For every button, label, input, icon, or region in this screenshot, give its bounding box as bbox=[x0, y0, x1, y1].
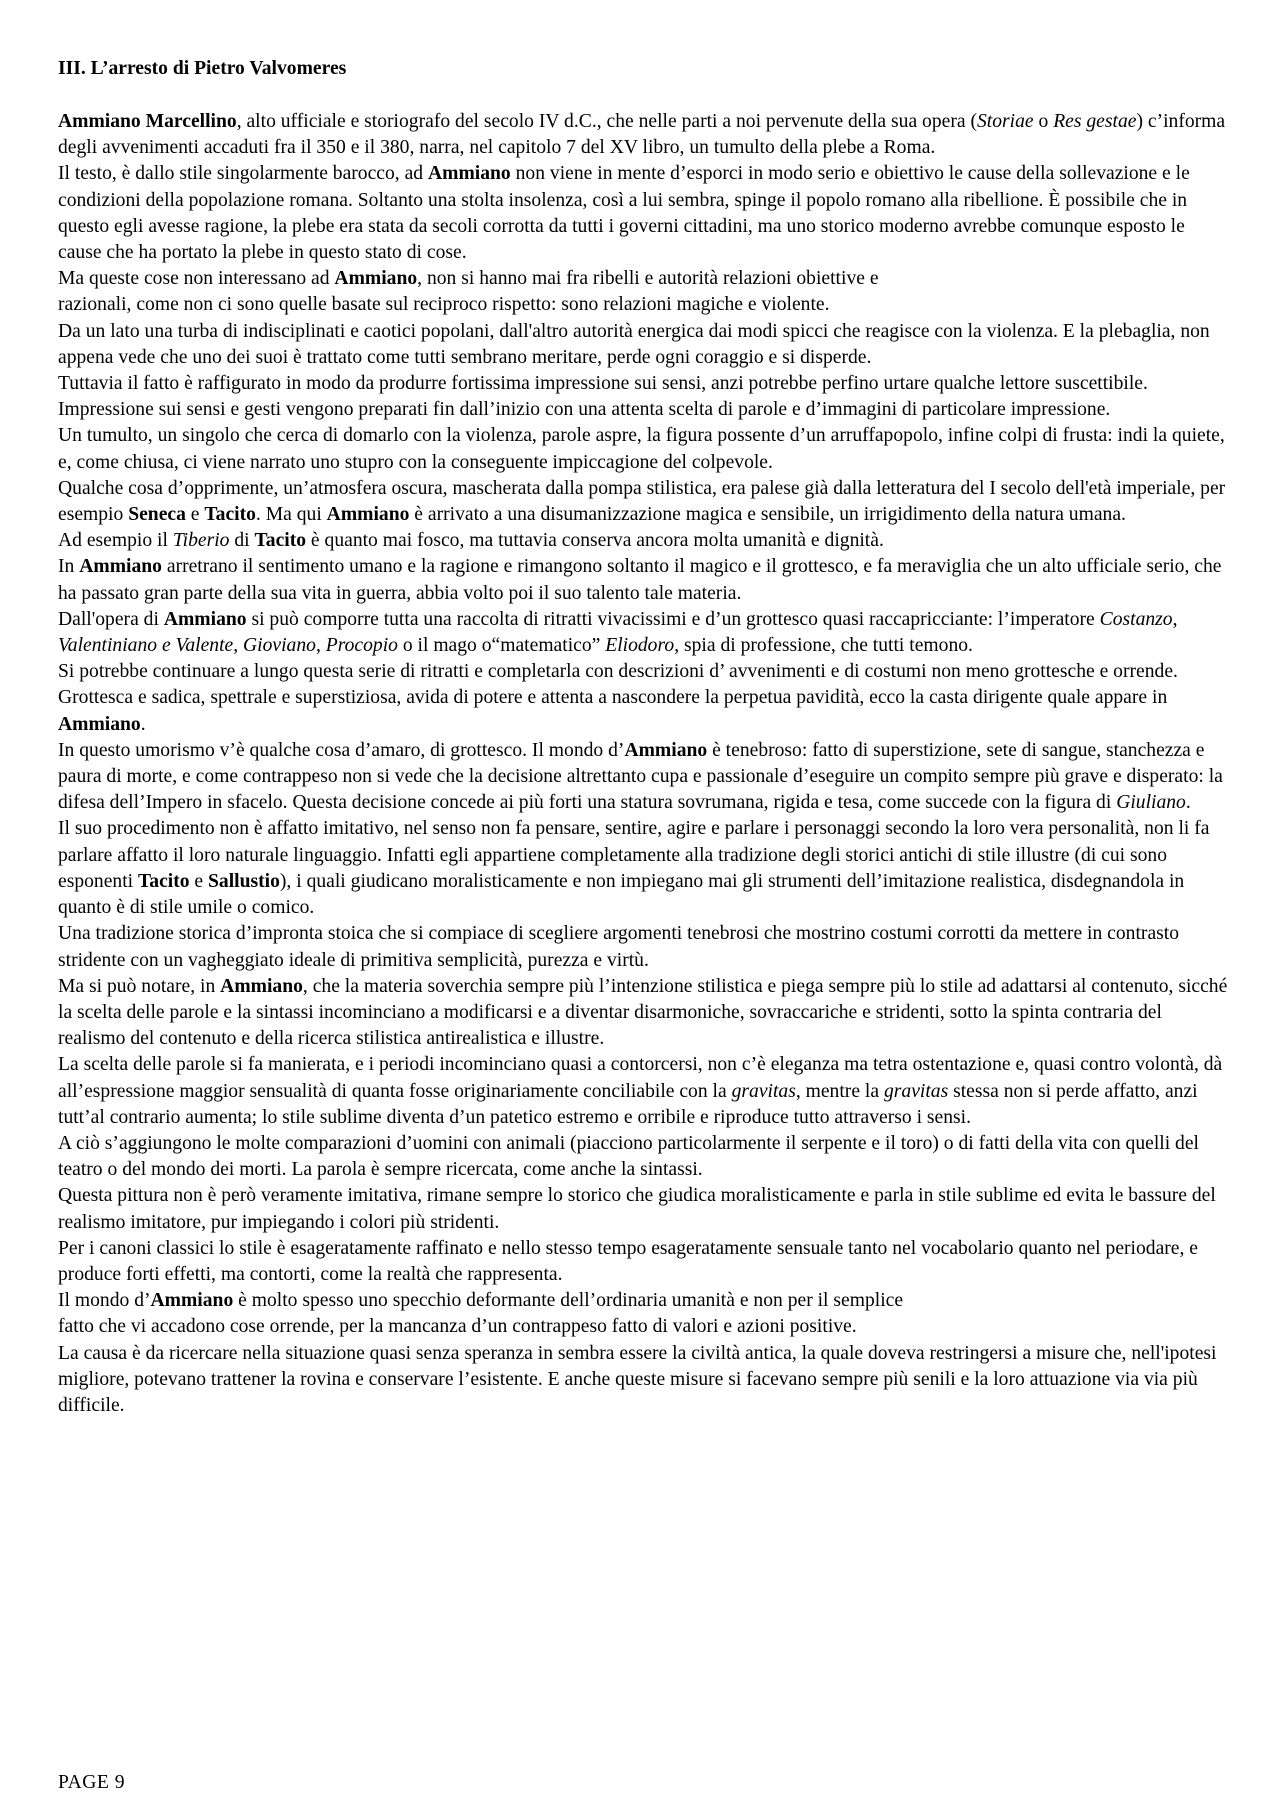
italic-text: Res gestae bbox=[1053, 111, 1137, 132]
paragraph-text: ), i quali giudicano moralisticamente e non impiegano mai gli strumenti dell’imitazione realistica, disdegnandola in quanto è di stile umile o comico. bbox=[58, 870, 1185, 919]
paragraph bbox=[58, 319, 1230, 371]
paragraph-text: . bbox=[1185, 792, 1191, 814]
bold-text: Tacito bbox=[254, 530, 307, 552]
paragraph-text: si può comporre tutta una raccolta di ritratti vivacissimi e d’un grottesco quasi raccapricciante: l’imperatore bbox=[246, 608, 1100, 630]
section-heading: III. L’arresto di Pietro Valvomeres bbox=[58, 58, 347, 79]
paragraph-text: o bbox=[1033, 111, 1054, 132]
bold-text: Ammiano bbox=[428, 163, 511, 185]
italic-text: Costanzo bbox=[1099, 608, 1173, 630]
paragraph bbox=[58, 371, 1230, 397]
italic-text: Tiberio bbox=[172, 530, 230, 552]
paragraph-text: stessa non si perde affatto, anzi tutt’al contrario aumenta; lo stile sublime diventa d’un patetico estremo e orribile e riproduce tutto attraverso i sensi. bbox=[58, 1080, 1198, 1128]
paragraph-text: o il mago o“matematico” bbox=[397, 635, 606, 657]
paragraph-text: di bbox=[229, 530, 255, 552]
paragraph-text: In questo umorismo v’è qualche cosa d’amaro, di grottesco. Il mondo d’ bbox=[58, 739, 625, 761]
paragraph-text: . Ma qui bbox=[255, 504, 327, 526]
bold-text: Ammiano bbox=[624, 739, 708, 761]
bold-text: Seneca bbox=[128, 504, 186, 526]
paragraph-text: fatto che vi accadono cose orrende, per la mancanza d’un contrappeso fatto di valori e azioni positive. bbox=[58, 1316, 857, 1338]
italic-text: gravitas bbox=[883, 1080, 949, 1102]
paragraph bbox=[58, 1131, 1230, 1183]
bold-text: Tacito bbox=[204, 504, 256, 526]
paragraph-text: Qualche cosa d’opprimente, un’atmosfera oscura, mascherata dalla pompa stilistica, era palese già dalla letteratura del I secolo dell'età imperiale, per esempio bbox=[58, 477, 1226, 526]
paragraph bbox=[58, 161, 1230, 266]
paragraph-text: Un tumulto, un singolo che cerca di domarlo con la violenza, parole aspre, la figura possente d’un arruffapopolo, infine colpi di frusta: indi la quiete, e, come chiusa, ci viene narrato uno stupro con la conseguente impiccagione del colpevole. bbox=[58, 425, 1225, 473]
italic-text: Storiae bbox=[976, 111, 1034, 132]
italic-text: Procopio bbox=[325, 635, 398, 657]
paragraph bbox=[58, 974, 1230, 1053]
paragraph bbox=[58, 554, 1230, 606]
paragraph-text: razionali, come non ci sono quelle basate sul reciproco rispetto: sono relazioni magiche e violente. bbox=[58, 294, 830, 316]
paragraph-text: In bbox=[58, 556, 80, 578]
paragraph-text: Dall'opera di bbox=[58, 608, 164, 630]
paragraph-text: , non si hanno mai fra ribelli e autorità relazioni obiettive e bbox=[417, 268, 879, 290]
italic-text: gravitas bbox=[731, 1080, 796, 1102]
paragraph-text: Grottesca e sadica, spettrale e superstiziosa, avida di potere e attenta a nascondere la perpetua pavidità, ecco la casta dirigente quale appare in bbox=[58, 687, 1168, 709]
paragraph-text: è molto spesso uno specchio deformante dell’ordinaria umanità e non per il semplice bbox=[233, 1290, 904, 1312]
body-text bbox=[58, 109, 1230, 1419]
bold-text: Ammiano bbox=[220, 975, 303, 997]
page-number-footer: PAGE 9 bbox=[58, 1772, 126, 1793]
bold-text: Ammiano bbox=[58, 713, 141, 735]
paragraph-text: , bbox=[1172, 608, 1178, 630]
paragraph-text: e bbox=[189, 870, 209, 892]
italic-text: Valentiniano e Valente bbox=[58, 635, 234, 657]
paragraph-text: A ciò s’aggiungono le molte comparazioni d’uomini con animali (piacciono particolarmente il serpente e il toro) o di fatti della vita con quelli del teatro o del mondo dei morti. La parola è sempre ricercata, come anche la sintassi. bbox=[58, 1132, 1199, 1181]
paragraph-text: non viene in mente d’esporci in modo serio e obiettivo le cause della sollevazione e le condizioni della popolazione romana. Soltanto una stolta insolenza, così a lui sembra, spinge il popolo romano alla ribellione. È possibile che in questo egli avesse ragione, la plebe era stata da secoli corrotta da tutti i governi cittadini, ma uno storico moderno avrebbe comunque esposto le cause che ha portato la plebe in questo stato di cose. bbox=[58, 163, 1190, 264]
paragraph-text: Da un lato una turba di indisciplinati e caotici popolani, dall'altro autorità energica dai modi spicci che reagisce con la violenza. E la plebaglia, non appena vede che uno dei suoi è trattato come tutti sembrano meritare, perde ogni coraggio e si disperde. bbox=[58, 320, 1210, 368]
paragraph-text: Ma si può notare, in bbox=[58, 975, 221, 997]
paragraph-text: Il testo, è dallo stile singolarmente barocco, ad bbox=[58, 163, 428, 185]
bold-text: Ammiano bbox=[79, 556, 162, 578]
paragraph bbox=[58, 423, 1230, 475]
paragraph-text: . bbox=[140, 713, 146, 735]
paragraph bbox=[58, 607, 1230, 659]
bold-text: Ammiano bbox=[163, 608, 247, 630]
paragraph bbox=[58, 397, 1230, 423]
paragraph bbox=[58, 292, 1230, 318]
paragraph bbox=[58, 659, 1230, 685]
paragraph-text: , spia di professione, che tutti temono. bbox=[674, 635, 973, 657]
bold-text: Tacito bbox=[138, 870, 190, 892]
paragraph bbox=[58, 109, 1230, 161]
paragraph bbox=[58, 1288, 1230, 1314]
paragraph bbox=[58, 528, 1230, 554]
paragraph-text: Una tradizione storica d’impronta stoica che si compiace di scegliere argomenti tenebrosi che mostrino costumi corrotti da mettere in contrasto stridente con un vagheggiato ideale di primitiva semplicità, purezza e virtù. bbox=[58, 923, 1180, 971]
bold-text: Sallustio bbox=[208, 870, 280, 892]
paragraph-text: Ma queste cose non interessano ad bbox=[58, 268, 335, 290]
paragraph-text: , bbox=[233, 635, 244, 657]
paragraph bbox=[58, 1236, 1230, 1288]
paragraph bbox=[58, 1314, 1230, 1340]
bold-text: Ammiano bbox=[326, 504, 410, 526]
paragraph bbox=[58, 1052, 1230, 1131]
paragraph bbox=[58, 738, 1230, 817]
bold-text: Ammiano Marcellino bbox=[58, 111, 237, 132]
paragraph-text: La scelta delle parole si fa manierata, e i periodi incominciano quasi a contorcersi, non c’è eleganza ma tetra ostentazione e, quasi contro volontà, dà all’espressione maggior sensualità di quanta fosse originariamente conciliabile con la bbox=[58, 1054, 1223, 1102]
italic-text: Eliodoro bbox=[605, 635, 675, 657]
bold-text: Ammiano bbox=[150, 1290, 234, 1312]
paragraph-text: Ad esempio il bbox=[58, 530, 173, 552]
paragraph-text: , bbox=[315, 635, 326, 657]
paragraph bbox=[58, 476, 1230, 528]
paragraph-text: è quanto mai fosco, ma tuttavia conserva ancora molta umanità e dignità. bbox=[306, 530, 884, 552]
paragraph bbox=[58, 1341, 1230, 1420]
paragraph-text: Si potrebbe continuare a lungo questa serie di ritratti e completarla con descrizioni d’ avvenimenti e di costumi non meno grottesche e orrende. bbox=[58, 661, 1178, 683]
paragraph-text: , alto ufficiale e storiografo del secolo IV d.C., che nelle parti a noi pervenute della sua opera ( bbox=[236, 111, 977, 132]
paragraph-text: Il mondo d’ bbox=[58, 1290, 151, 1312]
bold-text: Ammiano bbox=[334, 268, 418, 290]
paragraph-text: , che la materia soverchia sempre più l’intenzione stilistica e piega sempre più lo stile ad adattarsi al contenuto, sicché la scelta delle parole e la sintassi incominciano a modificarsi e a diventar disarmoniche, sovraccariche e stridenti, sotto la spinta contraria del realismo del contenuto e della ricerca stilistica antirealistica e illustre. bbox=[58, 975, 1228, 1050]
paragraph-text: La causa è da ricercare nella situazione quasi senza speranza in sembra essere la civiltà antica, la quale doveva restringersi a misure che, nell'ipotesi migliore, potevano trattener la rovina e conservare l’esistente. E anche queste misure si facevano sempre più senili e la loro attuazione via via più difficile. bbox=[58, 1342, 1217, 1416]
paragraph-text: Impressione sui sensi e gesti vengono preparati fin dall’inizio con una attenta scelta di parole e d’immagini di particolare impressione. bbox=[58, 399, 1111, 421]
paragraph-text: Questa pittura non è però veramente imitativa, rimane sempre lo storico che giudica moralisticamente e parla in stile sublime ed evita le bassure del realismo imitatore, pur impiegando i colori più stridenti. bbox=[58, 1185, 1216, 1233]
paragraph bbox=[58, 266, 1230, 292]
paragraph-text: Tuttavia il fatto è raffigurato in modo da produrre fortissima impressione sui sensi, anzi potrebbe perfino urtare qualche lettore suscettibile. bbox=[58, 373, 1148, 395]
paragraph bbox=[58, 816, 1230, 921]
italic-text: Giuliano bbox=[1116, 792, 1186, 814]
paragraph-text: Il suo procedimento non è affatto imitativo, nel senso non fa pensare, sentire, agire e parlare i personaggi secondo la loro vera personalità, non li fa parlare affatto il loro naturale linguaggio. Infatti egli appartiene completamente alla tradizione degli storici antichi di stile illustre (di cui sono esponenti bbox=[58, 818, 1210, 892]
paragraph bbox=[58, 1183, 1230, 1235]
paragraph-text: Per i canoni classici lo stile è esageratamente raffinato e nello stesso tempo esageratamente sensuale tanto nel vocabolario quanto nel periodare, e produce forti effetti, ma contorti, come la realtà che rappresenta. bbox=[58, 1237, 1198, 1285]
paragraph-text: ) c’informa degli avvenimenti accaduti fra il 350 e il 380, narra, nel capitolo 7 del XV libro, un tumulto della plebe a Roma. bbox=[58, 111, 1226, 159]
paragraph-text: è arrivato a una disumanizzazione magica e sensibile, un irrigidimento della natura umana. bbox=[409, 504, 1126, 526]
paragraph-text: è tenebroso: fatto di superstizione, sete di sangue, stanchezza e paura di morte, e come contrappeso non si vede che la decisione altrettanto cupa e passionale d’eseguire un compito sempre più grave e disperato: la difesa dell’Impero in sfacelo. Questa decisione concede ai più forti una statura sovrumana, rigida e tesa, come succede con la figura di bbox=[58, 739, 1223, 814]
paragraph-text: , mentre la bbox=[795, 1080, 884, 1102]
paragraph-text: e bbox=[185, 504, 205, 526]
paragraph bbox=[58, 685, 1230, 737]
paragraph bbox=[58, 921, 1230, 973]
italic-text: Gioviano bbox=[243, 635, 316, 657]
paragraph-text: arretrano il sentimento umano e la ragione e rimangono soltanto il magico e il grottesco, e fa meraviglia che un alto ufficiale serio, che ha passato gran parte della sua vita in guerra, abbia volto poi il suo talento tale materia. bbox=[58, 556, 1222, 604]
